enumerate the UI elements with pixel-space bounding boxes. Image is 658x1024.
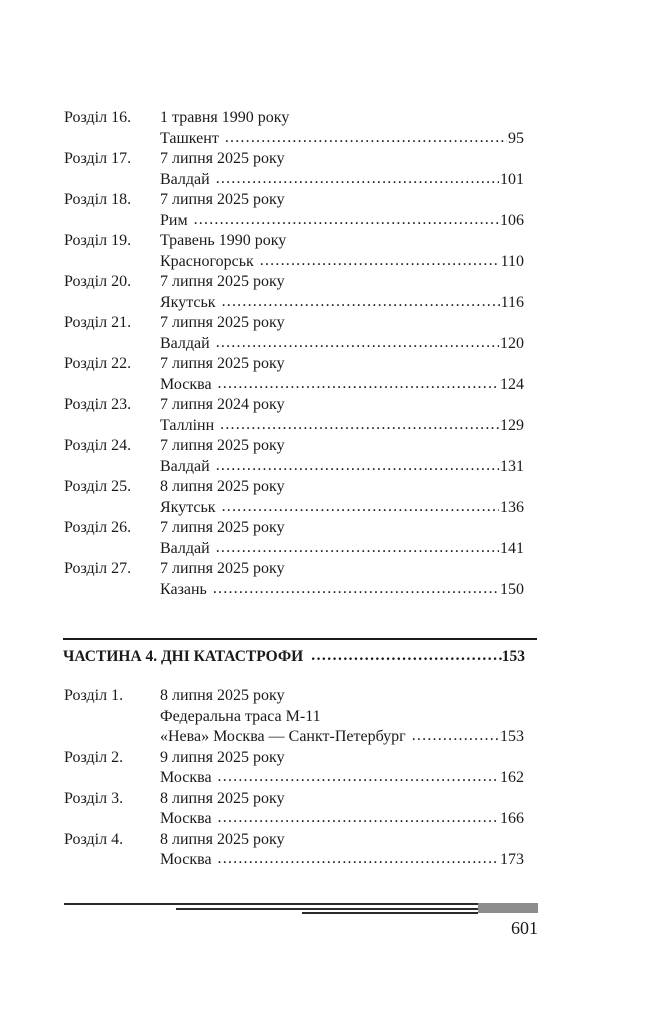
chapter-page-number: 153	[500, 728, 524, 745]
chapter-date: 1 травня 1990 року	[160, 109, 290, 126]
footer-rule	[176, 908, 478, 910]
chapter-date: 7 липня 2025 року	[160, 273, 285, 290]
chapter-label: Розділ 1.	[64, 687, 124, 704]
chapter-date: 7 липня 2025 року	[160, 519, 285, 536]
chapter-date: 7 липня 2024 року	[160, 396, 285, 413]
chapter-label: Розділ 22.	[64, 355, 132, 372]
chapter-place-line	[160, 457, 524, 478]
footer-gray-block	[478, 903, 538, 913]
chapter-label: Розділ 17.	[64, 150, 132, 167]
chapter-place: Казань	[160, 580, 207, 598]
chapter-label: Розділ 19.	[64, 232, 132, 249]
chapter-label: Розділ 2.	[64, 748, 124, 766]
part-divider-rule	[63, 638, 537, 640]
toc-entry	[64, 436, 524, 477]
chapter-label: Розділ 24.	[64, 437, 132, 454]
chapter-place: Москва	[160, 810, 212, 827]
chapter-date: 8 липня 2025 року	[160, 687, 285, 704]
toc-entry	[64, 477, 524, 518]
chapter-label: Розділ 25.	[64, 478, 132, 495]
chapter-place: Валдай	[160, 170, 210, 188]
chapter-label: Розділ 26.	[64, 519, 132, 536]
toc-entry	[64, 354, 524, 395]
chapter-page-number: 116	[500, 293, 524, 311]
chapter-label: Розділ 23.	[64, 396, 132, 413]
chapter-place-line	[160, 768, 524, 789]
chapter-place-line	[160, 211, 524, 232]
chapter-place-line	[160, 416, 524, 437]
dot-leader	[218, 767, 499, 788]
chapter-date: 7 липня 2025 року	[160, 355, 285, 372]
dot-leader	[218, 374, 499, 395]
part-title: ЧАСТИНА 4. ДНІ КАТАСТРОФИ	[63, 648, 304, 665]
chapter-place-line	[160, 252, 524, 273]
chapter-place-line	[160, 539, 524, 560]
chapter-label: Розділ 21.	[64, 314, 132, 331]
chapter-place-line	[160, 580, 524, 601]
chapter-date: 8 липня 2025 року	[160, 830, 285, 848]
dot-leader	[216, 169, 499, 190]
chapter-place: «Нева» Москва — Санкт-Петербург	[160, 728, 406, 745]
footer-rule	[64, 903, 478, 905]
chapter-label: Розділ 20.	[64, 273, 132, 290]
page-number: 601	[511, 918, 538, 938]
chapter-location-extra: Федеральна траса М-11	[160, 707, 321, 725]
chapter-label: Розділ 16.	[64, 109, 132, 126]
toc-entry	[64, 190, 524, 231]
dot-leader	[225, 128, 507, 149]
chapter-place: Валдай	[160, 457, 210, 475]
toc-entry	[64, 518, 524, 559]
dot-leader	[218, 849, 499, 870]
dot-leader	[311, 647, 502, 665]
toc-section-part4	[64, 686, 524, 871]
toc-section-part3	[64, 108, 524, 600]
chapter-page-number: 110	[500, 252, 524, 270]
toc-entry	[64, 272, 524, 313]
chapter-place-line	[160, 129, 524, 150]
toc-entry	[64, 149, 524, 190]
dot-leader	[218, 808, 499, 829]
chapter-date: 7 липня 2025 року	[160, 191, 285, 208]
chapter-page-number: 173	[500, 851, 524, 868]
chapter-page-number: 150	[500, 580, 524, 598]
dot-leader	[220, 415, 499, 436]
chapter-date: 9 липня 2025 року	[160, 748, 285, 766]
chapter-place-line	[160, 293, 524, 314]
toc-entry	[64, 395, 524, 436]
toc-entry	[64, 686, 524, 748]
chapter-place: Валдай	[160, 334, 210, 352]
part-page-number: 153	[501, 648, 525, 665]
dot-leader	[194, 210, 499, 231]
toc-entry	[64, 108, 524, 149]
chapter-page-number: 136	[500, 498, 524, 516]
chapter-date: 7 липня 2025 року	[160, 437, 285, 454]
chapter-place: Рим	[160, 211, 188, 229]
chapter-date: Травень 1990 року	[160, 232, 287, 249]
toc-entry	[64, 231, 524, 272]
chapter-place: Москва	[160, 769, 212, 786]
chapter-place-line	[160, 170, 524, 191]
dot-leader	[222, 292, 500, 313]
chapter-place-line	[160, 850, 524, 871]
chapter-page-number: 124	[500, 375, 524, 393]
chapter-page-number: 106	[500, 211, 524, 229]
dot-leader	[216, 456, 499, 477]
chapter-label: Розділ 4.	[64, 830, 124, 848]
chapter-date: 8 липня 2025 року	[160, 478, 285, 495]
chapter-place-line	[160, 727, 524, 748]
chapter-place-line	[160, 498, 524, 519]
part-heading	[63, 648, 525, 670]
chapter-place: Таллінн	[160, 416, 215, 434]
chapter-date: 7 липня 2025 року	[160, 314, 285, 331]
chapter-label: Розділ 3.	[64, 789, 124, 807]
toc-entry	[64, 559, 524, 600]
chapter-label: Розділ 18.	[64, 191, 132, 208]
chapter-page-number: 129	[500, 416, 524, 434]
toc-entry	[64, 748, 524, 789]
dot-leader	[260, 251, 500, 272]
dot-leader	[213, 579, 499, 600]
chapter-page-number: 131	[500, 457, 524, 475]
chapter-date: 8 липня 2025 року	[160, 789, 285, 807]
toc-entry	[64, 313, 524, 354]
chapter-page-number: 166	[500, 810, 524, 827]
chapter-place: Якутськ	[160, 293, 216, 311]
chapter-date: 7 липня 2025 року	[160, 560, 285, 577]
chapter-page-number: 101	[500, 170, 524, 188]
chapter-date: 7 липня 2025 року	[160, 150, 285, 167]
chapter-place: Якутськ	[160, 498, 216, 516]
chapter-place: Москва	[160, 375, 212, 393]
chapter-label: Розділ 27.	[64, 560, 132, 577]
chapter-page-number: 95	[508, 129, 524, 147]
dot-leader	[412, 726, 499, 747]
chapter-page-number: 120	[500, 334, 524, 352]
chapter-place: Ташкент	[160, 129, 219, 147]
chapter-place-line	[160, 334, 524, 355]
toc-entry	[64, 789, 524, 830]
dot-leader	[222, 497, 499, 518]
chapter-place-line	[160, 809, 524, 830]
chapter-page-number: 141	[500, 539, 524, 557]
dot-leader	[216, 333, 499, 354]
chapter-page-number: 162	[500, 769, 524, 786]
toc-entry	[64, 830, 524, 871]
footer-rule	[302, 912, 478, 914]
chapter-place: Красногорськ	[160, 252, 254, 270]
chapter-place-line	[160, 375, 524, 396]
chapter-place: Валдай	[160, 539, 210, 557]
chapter-place: Москва	[160, 851, 212, 868]
dot-leader	[216, 538, 499, 559]
